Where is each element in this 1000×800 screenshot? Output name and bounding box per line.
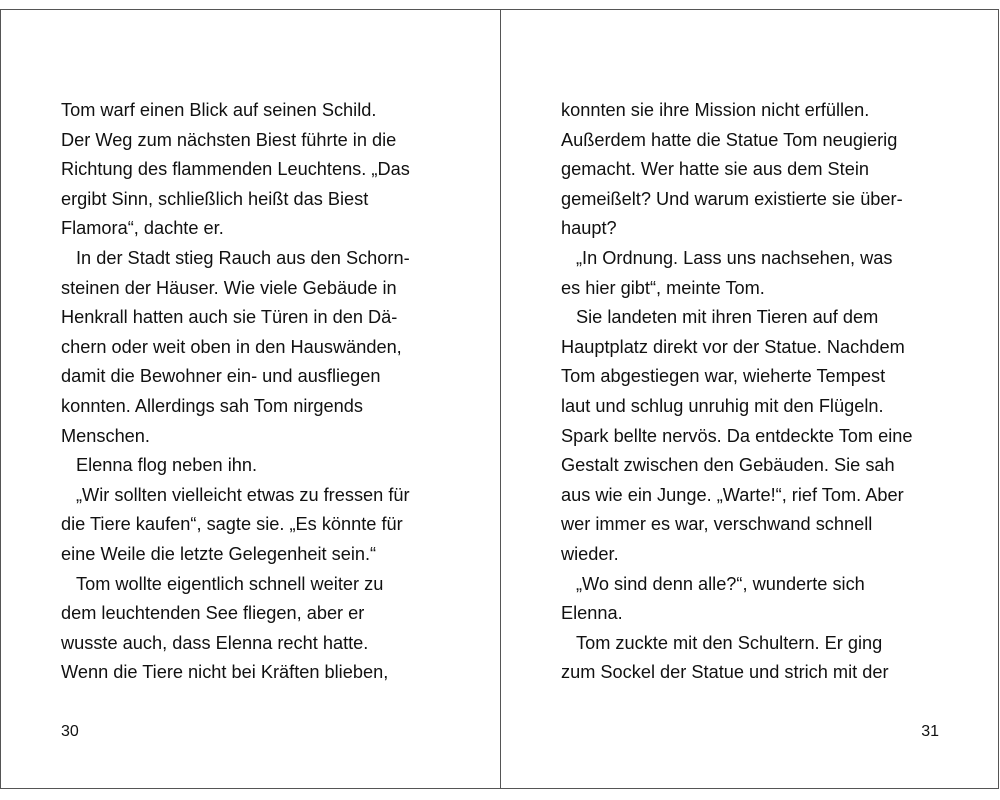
text-line: die Tiere kaufen“, sagte sie. „Es könnte für (61, 514, 403, 535)
text-line: „Wir sollten vielleicht etwas zu fressen für (76, 484, 410, 505)
text-line: zum Sockel der Statue und strich mit der (561, 662, 889, 683)
text-line: Hauptplatz direkt vor der Statue. Nachdem (561, 336, 905, 357)
text-line: konnten. Allerdings sah Tom nirgends (61, 395, 363, 416)
text-line: Gestalt zwischen den Gebäuden. Sie sah (561, 455, 895, 476)
text-line: konnten sie ihre Mission nicht erfüllen. (561, 100, 870, 120)
text-line: steinen der Häuser. Wie viele Gebäude in (61, 277, 397, 298)
page-number-right: 31 (921, 723, 939, 740)
text-line: Der Weg zum nächsten Biest führte in die (61, 129, 397, 150)
text-line: Außerdem hatte die Statue Tom neugierig (561, 129, 898, 150)
text-line: eine Weile die letzte Gelegenheit sein.“ (61, 543, 377, 564)
left-page-text (61, 96, 410, 688)
text-line: Wenn die Tiere nicht bei Kräften blieben, (61, 662, 389, 683)
text-line: dem leuchtenden See fliegen, aber er (61, 603, 365, 624)
text-line: laut und schlug unruhig mit den Flügeln. (561, 395, 884, 416)
text-line: Henkrall hatten auch sie Türen in den Dä- (61, 307, 398, 328)
text-line: Tom wollte eigentlich schnell weiter zu (76, 573, 384, 594)
text-line: ergibt Sinn, schließlich heißt das Biest (61, 188, 369, 209)
text-line: In der Stadt stieg Rauch aus den Schorn- (76, 247, 410, 268)
text-line: Sie landeten mit ihren Tieren auf dem (576, 307, 879, 328)
text-line: haupt? (561, 218, 617, 239)
text-line: Tom zuckte mit den Schultern. Er ging (576, 632, 883, 653)
text-line: Elenna. (561, 603, 623, 624)
text-line: „In Ordnung. Lass uns nachsehen, was (576, 247, 893, 268)
text-line: es hier gibt“, meinte Tom. (561, 277, 765, 298)
text-line: gemeißelt? Und warum existierte sie über- (561, 188, 903, 209)
page-number-left: 30 (61, 723, 79, 740)
right-page-text (561, 96, 912, 688)
text-line: wer immer es war, verschwand schnell (561, 514, 873, 535)
text-line: chern oder weit oben in den Hauswänden, (61, 336, 402, 357)
text-line: Flamora“, dachte er. (61, 218, 224, 239)
text-line: wusste auch, dass Elenna recht hatte. (61, 632, 369, 653)
text-line: Elenna flog neben ihn. (76, 455, 258, 476)
text-line: Menschen. (61, 425, 150, 446)
text-line: Spark bellte nervös. Da entdeckte Tom eine (561, 425, 913, 446)
text-line: wieder. (561, 543, 619, 564)
text-line: Richtung des flammenden Leuchtens. „Das (61, 159, 410, 180)
text-line: gemacht. Wer hatte sie aus dem Stein (561, 159, 869, 180)
text-line: Tom abgestiegen war, wieherte Tempest (561, 366, 886, 387)
text-line: damit die Bewohner ein- und ausfliegen (61, 366, 381, 387)
text-line: Tom warf einen Blick auf seinen Schild. (61, 100, 377, 120)
page-gutter-divider (500, 9, 501, 789)
text-line: aus wie ein Junge. „Warte!“, rief Tom. Aber (561, 484, 904, 505)
text-line: „Wo sind denn alle?“, wunderte sich (576, 573, 865, 594)
